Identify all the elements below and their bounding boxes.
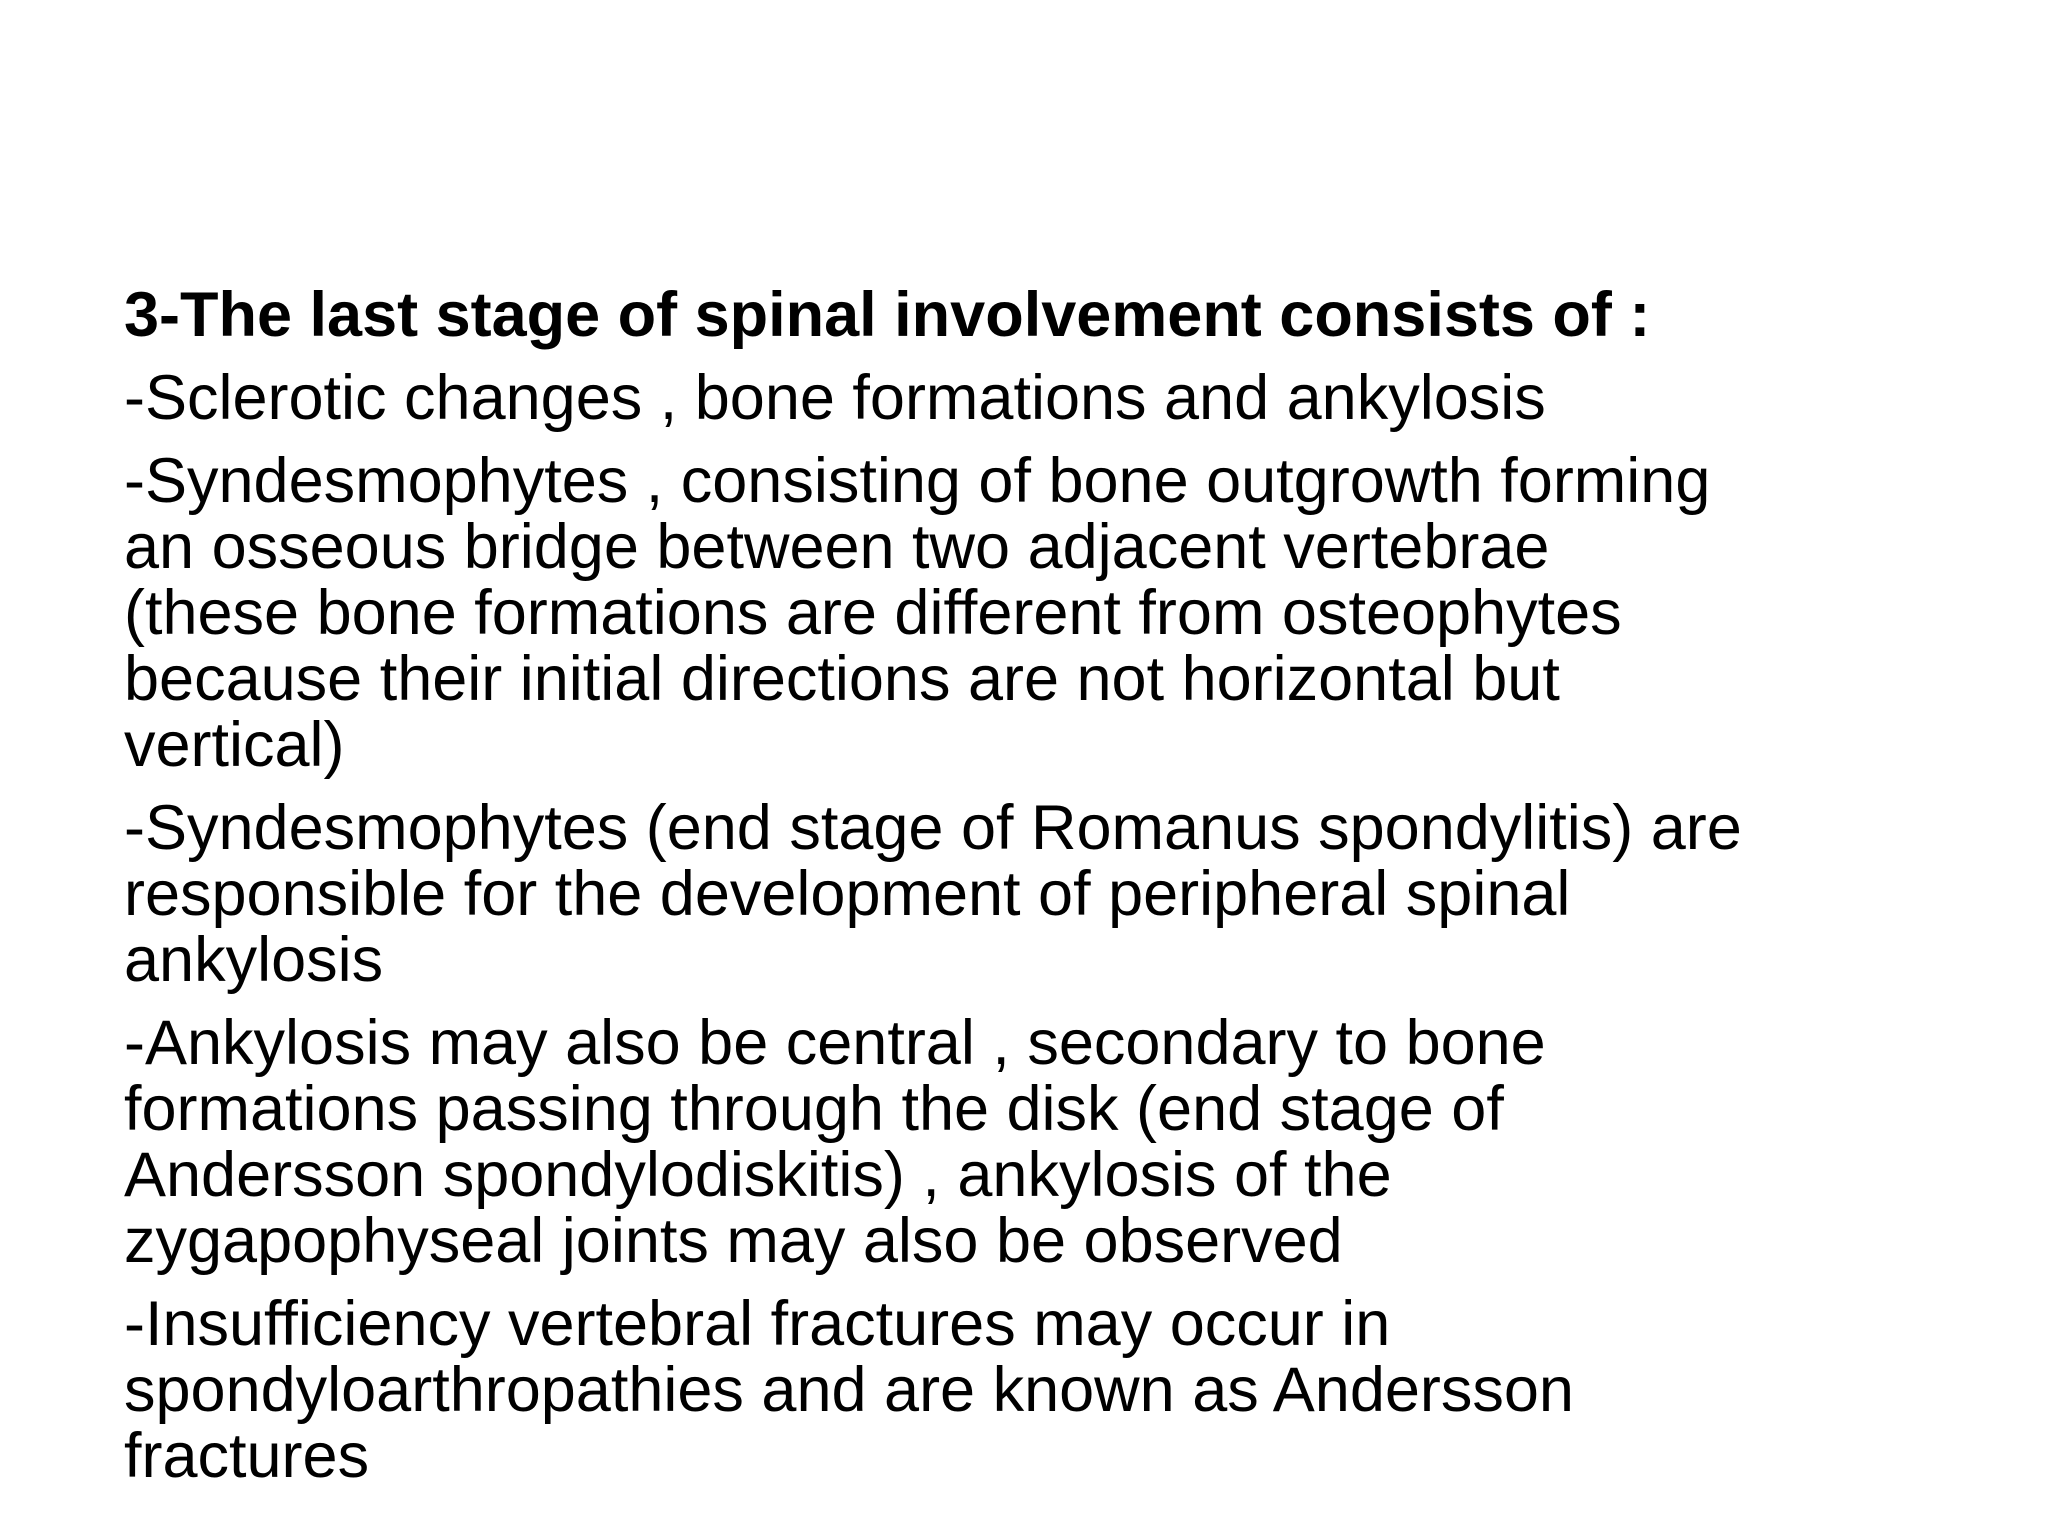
bullet-line: -Sclerotic changes , bone formations and ankylosis: [124, 363, 1546, 433]
bullet-line: -Ankylosis may also be central , secondary to bone: [124, 1008, 1546, 1078]
bullet-line: spondyloarthropathies and are known as Andersson: [124, 1355, 1574, 1425]
bullet-line: Andersson spondylodiskitis) , ankylosis of the: [124, 1140, 1392, 1210]
slide-content: [124, 282, 1924, 1506]
bullet-sclerotic-changes: [124, 365, 1924, 431]
slide-heading: 3-The last stage of spinal involvement consists of :: [124, 280, 1651, 350]
bullet-line: vertical): [124, 710, 345, 780]
bullet-line: formations passing through the disk (end stage of: [124, 1074, 1504, 1144]
bullet-line: ankylosis: [124, 925, 384, 995]
bullet-romanus-spondylitis: [124, 795, 1924, 993]
bullet-line: responsible for the development of peripheral spinal: [124, 859, 1571, 929]
bullet-line: -Syndesmophytes , consisting of bone outgrowth forming: [124, 446, 1711, 516]
bullet-line: zygapophyseal joints may also be observed: [124, 1206, 1343, 1276]
bullet-line: -Insufficiency vertebral fractures may occur in: [124, 1289, 1391, 1359]
bullet-syndesmophytes: [124, 448, 1924, 778]
bullet-line: an osseous bridge between two adjacent vertebrae: [124, 512, 1550, 582]
bullet-line: fractures: [124, 1421, 370, 1491]
bullet-line: because their initial directions are not horizontal but: [124, 644, 1560, 714]
bullet-line: -Syndesmophytes (end stage of Romanus spondylitis) are: [124, 793, 1742, 863]
bullet-central-ankylosis: [124, 1010, 1924, 1274]
bullet-insufficiency-fractures: [124, 1291, 1924, 1489]
bullet-line: (these bone formations are different from osteophytes: [124, 578, 1622, 648]
